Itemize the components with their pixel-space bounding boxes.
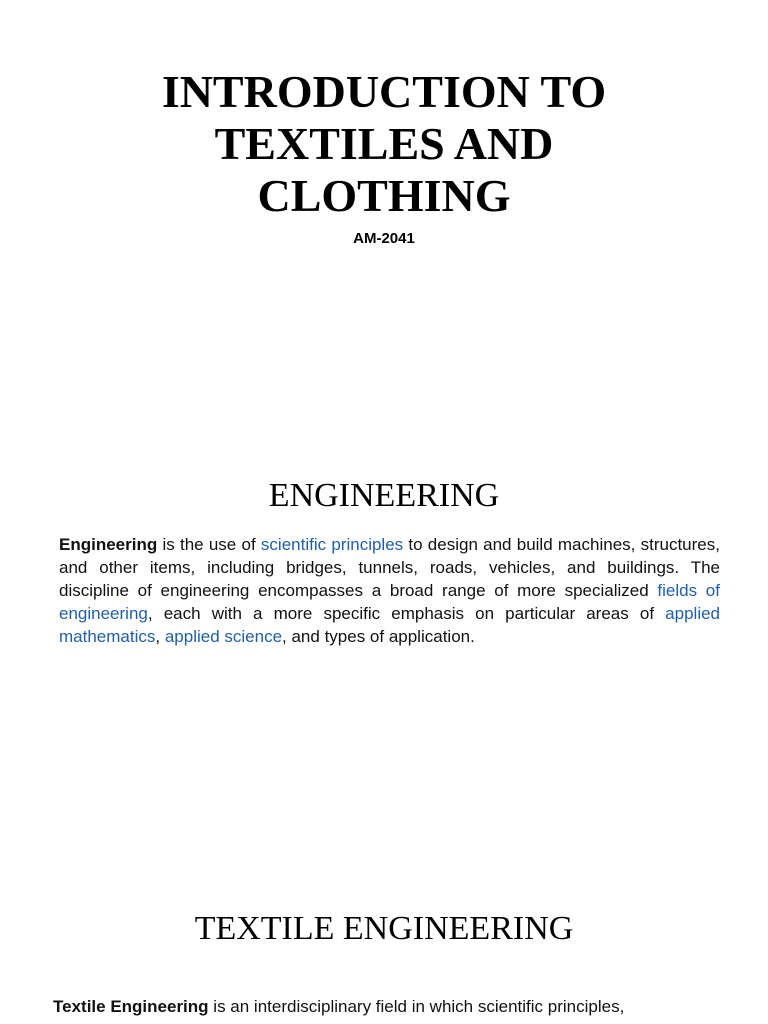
engineering-text-4: , xyxy=(155,627,165,646)
title-line-3: CLOTHING xyxy=(257,170,511,221)
engineering-paragraph xyxy=(59,533,720,648)
link-applied-mathematics[interactable]: applied mathematics xyxy=(59,604,720,646)
link-fields-of-engineering[interactable]: fields of engineering xyxy=(59,581,720,623)
page-title xyxy=(0,66,768,222)
section-heading-engineering: ENGINEERING xyxy=(268,477,500,514)
textile-engineering-paragraph xyxy=(53,995,720,1018)
engineering-text-1: is the use of xyxy=(157,535,261,554)
engineering-text-2: to design and build machines, structures, and other items, including bridges, tunnels, roads, vehicles, and buildings. The discipline of engineering encompasses a broad range of more specialized xyxy=(59,535,720,600)
engineering-term: Engineering xyxy=(59,535,158,554)
section-heading-textile-engineering: TEXTILE ENGINEERING xyxy=(194,910,574,947)
title-line-1: INTRODUCTION TO xyxy=(161,66,607,117)
engineering-text-3: , each with a more specific emphasis on particular areas of xyxy=(147,604,666,623)
textile-engineering-term: Textile Engineering xyxy=(53,997,209,1016)
engineering-text-5: , and types of application. xyxy=(282,627,475,646)
textile-engineering-text-1: is an interdisciplinary field in which scientific principles, xyxy=(208,997,625,1016)
course-code: AM-2041 xyxy=(353,230,415,247)
link-applied-science[interactable]: applied science xyxy=(164,627,283,646)
link-scientific-principles[interactable]: scientific principles xyxy=(260,535,404,554)
title-line-2: TEXTILES AND xyxy=(214,118,554,169)
